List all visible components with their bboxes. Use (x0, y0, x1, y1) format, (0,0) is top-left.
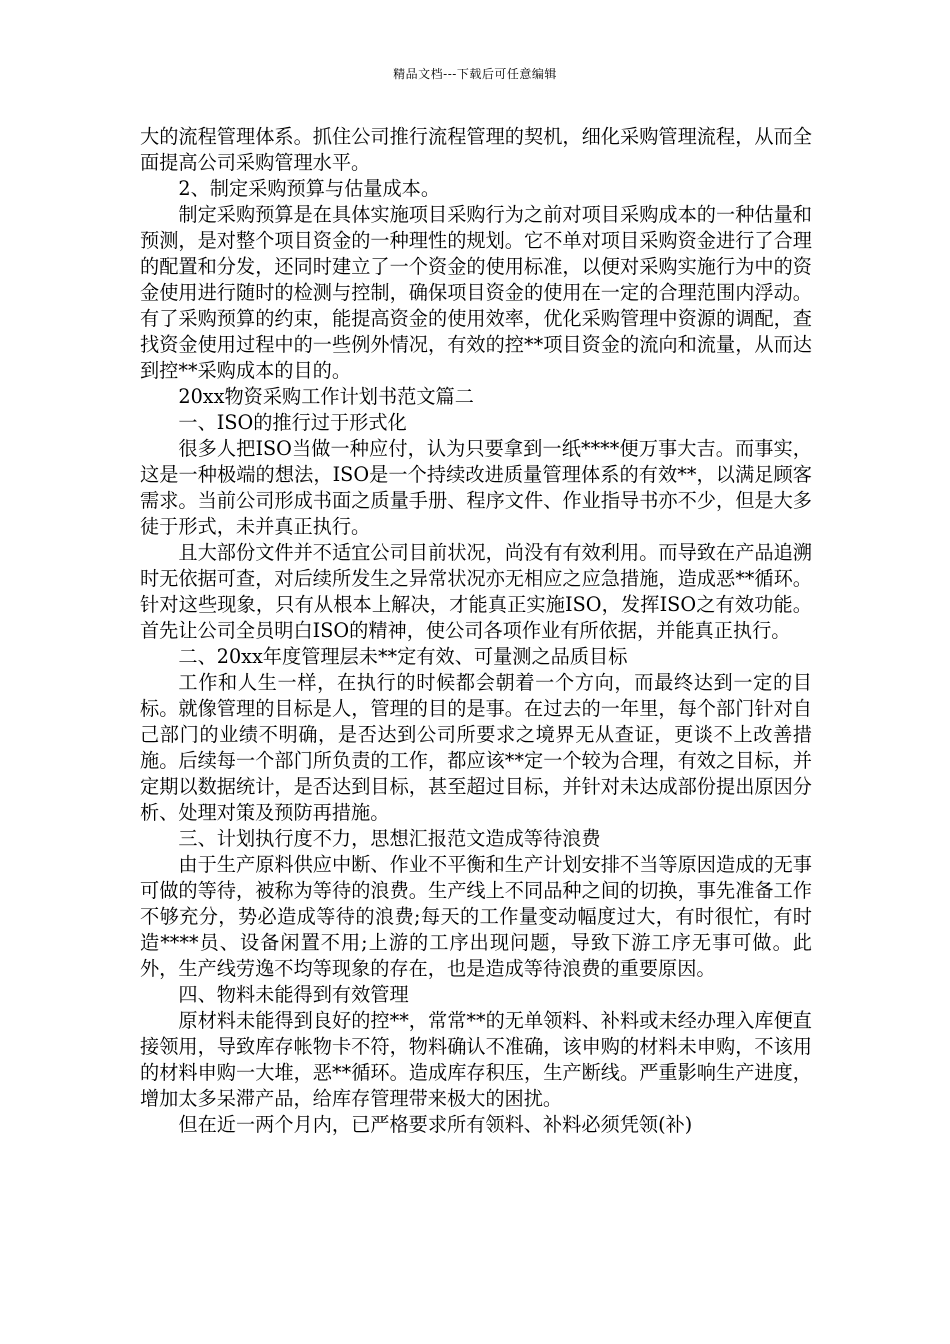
paragraph: 二、20xx年度管理层未**定有效、可量测之品质目标 (178, 645, 628, 668)
paragraph: 20xx物资采购工作计划书范文篇二 (178, 385, 474, 408)
paragraph: 四、物料未能得到有效管理 (178, 983, 409, 1006)
document-body (140, 124, 812, 1138)
paragraph: 由于生产原料供应中断、作业不平衡和生产计划安排不当等原因造成的无事可做的等待，被称为等待的浪费。生产线上不同品种之间的切换，事先准备工作不够充分，势必造成等待的浪费;每天的工作量变动幅度过大，有时很忙，有时造****员、设备闲置不用;上游的工序出现问题，导致下游工序无事可做。此外，生产线劳逸不均等现象的存在，也是造成等待浪费的重要原因。 (140, 853, 812, 980)
paragraph: 一、ISO的推行过于形式化 (178, 411, 407, 434)
paragraph: 大的流程管理体系。抓住公司推行流程管理的契机，细化采购管理流程，从而全面提高公司采购管理水平。 (140, 125, 812, 174)
paragraph: 三、计划执行度不力，思想汇报范文造成等待浪费 (178, 827, 601, 850)
paragraph: 但在近一两个月内，已严格要求所有领料、补料必须凭领(补) (178, 1113, 693, 1136)
paragraph: 原材料未能得到良好的控**，常常**的无单领料、补料或未经办理入库便直接领用，导致库存帐物卡不符，物料确认不准确，该申购的材料未申购，不该用的材料申购一大堆，恶**循环。造成库存积压，生产断线。严重影响生产进度，增加太多呆滞产品，给库存管理带来极大的困扰。 (140, 1009, 812, 1110)
paragraph: 2、制定采购预算与估量成本。 (178, 177, 441, 200)
paragraph: 且大部份文件并不适宜公司目前状况，尚没有有效利用。而导致在产品追溯时无依据可查，对后续所发生之异常状况亦无相应之应急措施，造成恶**循环。针对这些现象，只有从根本上解决，才能真正实施ISO，发挥ISO之有效功能。首先让公司全员明白ISO的精神，使公司各项作业有所依据，并能真正执行。 (140, 541, 812, 642)
paragraph: 很多人把ISO当做一种应付，认为只要拿到一纸****便万事大吉。而事实，这是一种极端的想法，ISO是一个持续改进质量管理体系的有效**，以满足顾客需求。当前公司形成书面之质量手册、程序文件、作业指导书亦不少，但是大多徒于形式，未并真正执行。 (140, 437, 812, 538)
page-header: 精品文档---下载后可任意编辑 (393, 67, 557, 81)
paragraph: 制定采购预算是在具体实施项目采购行为之前对项目采购成本的一种估量和预测，是对整个项目资金的一种理性的规划。它不单对项目采购资金进行了合理的配置和分发，还同时建立了一个资金的使用标准，以便对采购实施行为中的资金使用进行随时的检测与控制，确保项目资金的使用在一定的合理范围内浮动。有了采购预算的约束，能提高资金的使用效率，优化采购管理中资源的调配，查找资金使用过程中的一些例外情况，有效的控**项目资金的流向和流量，从而达到控**采购成本的目的。 (140, 203, 812, 382)
paragraph: 工作和人生一样，在执行的时候都会朝着一个方向，而最终达到一定的目标。就像管理的目标是人，管理的目的是事。在过去的一年里，每个部门针对自己部门的业绩不明确，是否达到公司所要求之境界无从查证，更谈不上改善措施。后续每一个部门所负责的工作，都应该**定一个较为合理，有效之目标，并定期以数据统计，是否达到目标，甚至超过目标，并针对未达成部份提出原因分析、处理对策及预防再措施。 (140, 671, 812, 824)
